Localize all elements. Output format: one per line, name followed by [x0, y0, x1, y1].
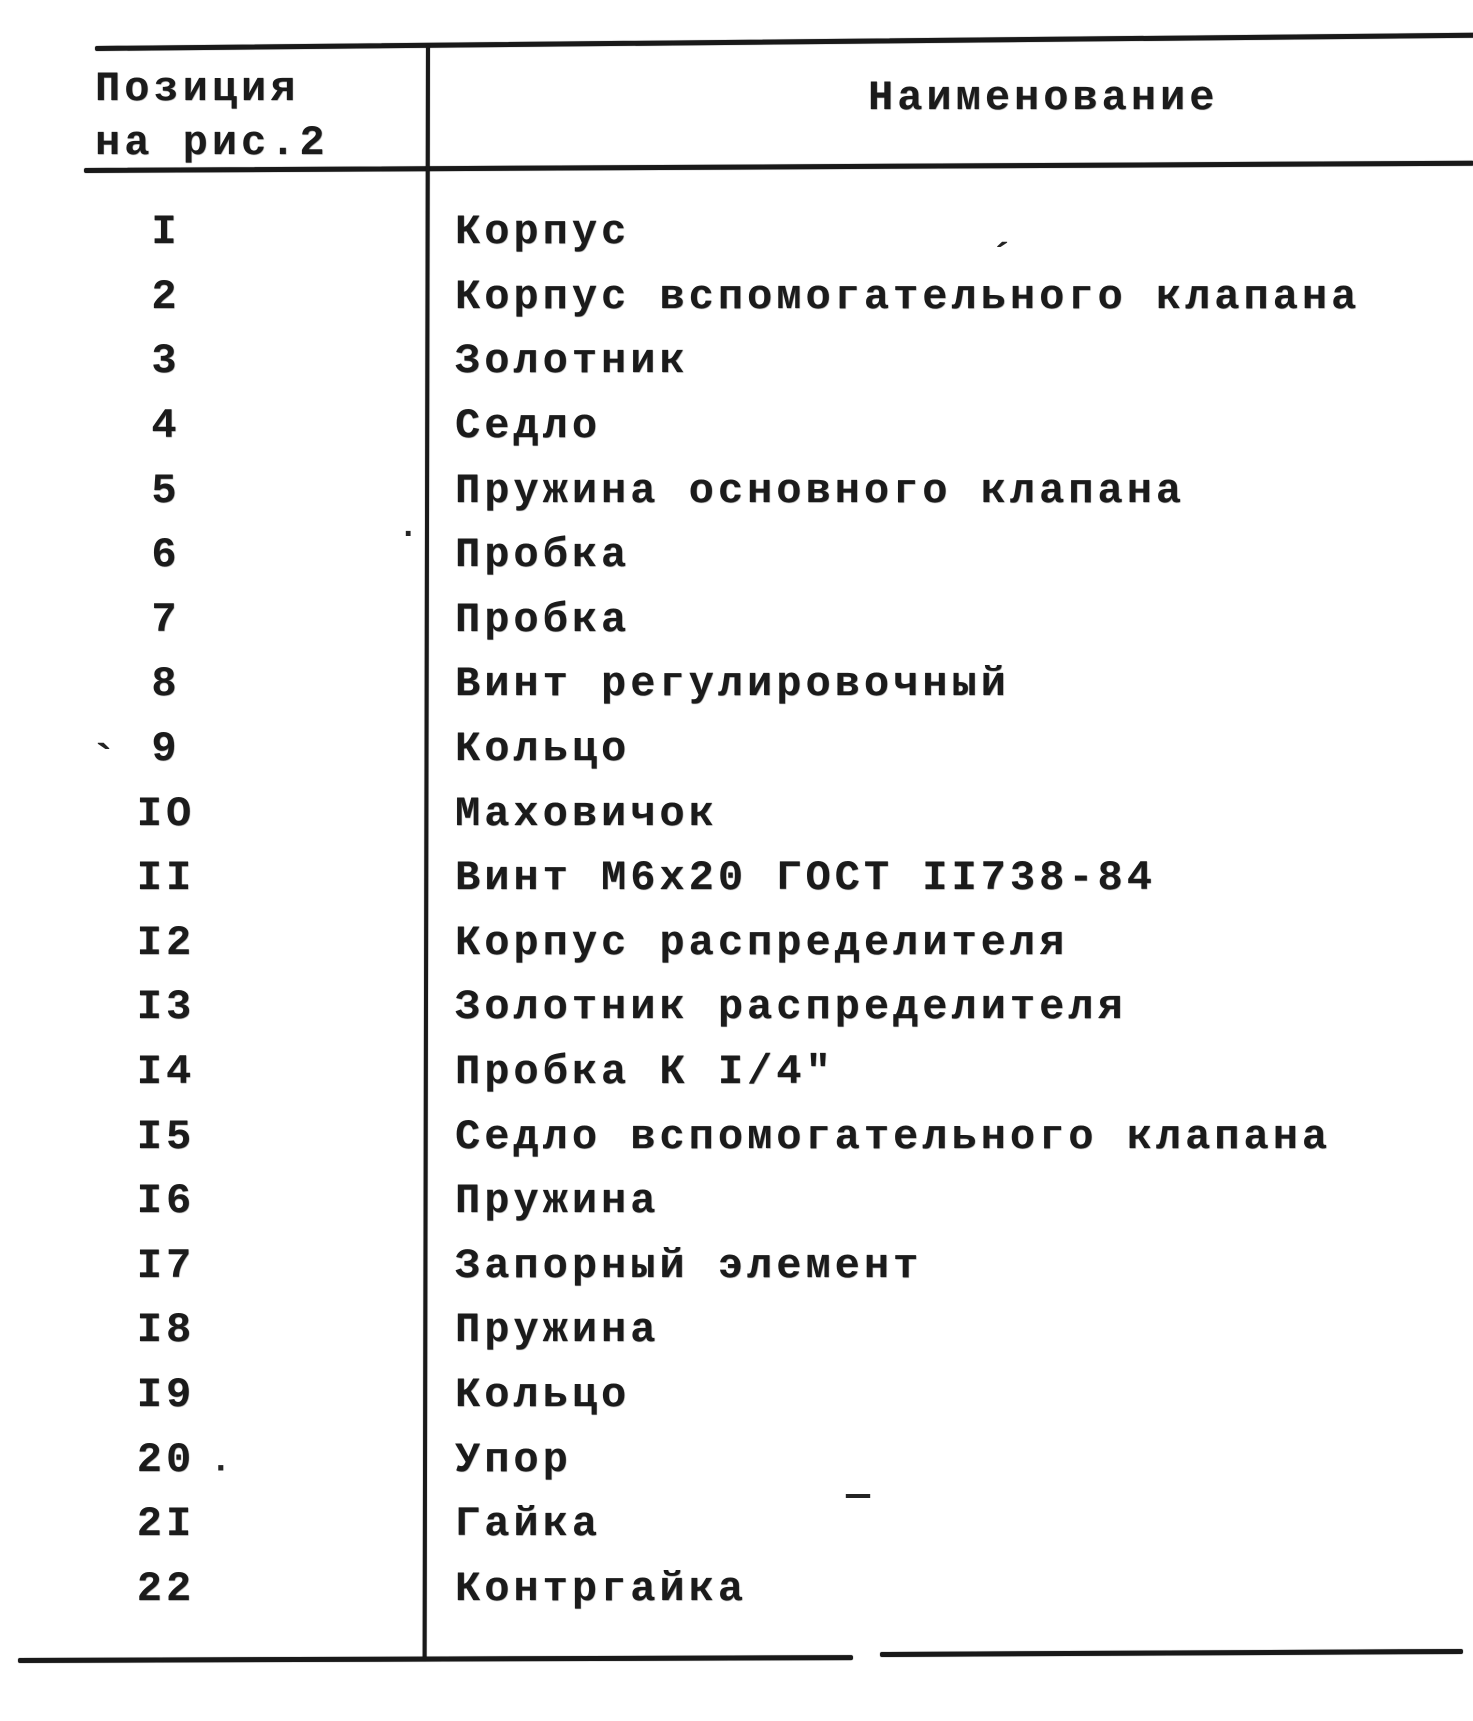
row-part-name: Золотник распределителя [455, 983, 1127, 1032]
table-row [0, 1234, 1473, 1299]
table-row [0, 1040, 1473, 1105]
table-row [0, 717, 1473, 782]
row-part-name: Корпус [455, 208, 631, 257]
table-body [0, 200, 1473, 1621]
row-part-name: Седло вспомогательного клапана [455, 1112, 1332, 1161]
row-position-number: I3 [136, 983, 196, 1032]
table-row [0, 523, 1473, 588]
row-position-number: I2 [136, 918, 196, 967]
row-part-name: Упор [455, 1435, 572, 1484]
row-part-name: Пробка [455, 595, 631, 644]
table-row [0, 1298, 1473, 1363]
row-position-number: 8 [151, 660, 181, 709]
row-part-name: Пружина [455, 1177, 660, 1226]
table-row [0, 1169, 1473, 1234]
row-part-name: Кольцо [455, 725, 631, 774]
table-row [0, 846, 1473, 911]
position-column-header-line1: Позиция [95, 65, 300, 113]
position-column-header [95, 62, 329, 170]
row-part-name: Пробка [455, 531, 631, 580]
row-part-name: Винт регулировочный [455, 660, 1010, 709]
table-row [0, 1104, 1473, 1169]
row-position-number: 6 [151, 531, 181, 580]
table-row [0, 975, 1473, 1040]
row-part-name: Маховичок [455, 789, 718, 838]
table-top-border [95, 33, 1473, 51]
table-row [0, 329, 1473, 394]
scan-stain-mark: · [210, 1448, 232, 1489]
table-row [0, 394, 1473, 459]
table-row [0, 200, 1473, 265]
table-row [0, 911, 1473, 976]
row-position-number: I7 [136, 1241, 196, 1290]
table-row [0, 588, 1473, 653]
table-row [0, 1492, 1473, 1557]
row-part-name: Кольцо [455, 1370, 631, 1419]
table-row [0, 652, 1473, 717]
row-position-number: II [136, 854, 196, 903]
table-row [0, 1556, 1473, 1621]
row-position-number: I4 [136, 1048, 196, 1097]
row-position-number: I9 [136, 1370, 196, 1419]
row-part-name: Золотник [455, 337, 689, 386]
row-position-number: 2 [151, 272, 181, 321]
scan-stain-mark: ´ [990, 238, 1015, 283]
row-position-number: 9 [151, 725, 181, 774]
row-position-number: I5 [136, 1112, 196, 1161]
table-bottom-border [18, 1655, 853, 1663]
scan-stain-mark: · [398, 516, 419, 554]
row-position-number: I6 [136, 1177, 196, 1226]
name-column-header: Наименование [868, 74, 1219, 122]
table-bottom-border [880, 1649, 1463, 1657]
table-row [0, 265, 1473, 330]
row-position-number: 4 [151, 402, 181, 451]
row-part-name: Пробка К I/4" [455, 1048, 835, 1097]
row-position-number: 7 [151, 595, 181, 644]
row-part-name: Корпус вспомогательного клапана [455, 272, 1361, 321]
scan-stain-mark: ` [90, 738, 118, 790]
scan-stain-mark: — [846, 1474, 871, 1519]
row-position-number: 22 [136, 1564, 196, 1613]
row-part-name: Контргайка [455, 1564, 748, 1613]
row-part-name: Запорный элемент [455, 1241, 923, 1290]
row-part-name: Винт М6х20 ГОСТ II738-84 [455, 854, 1156, 903]
row-part-name: Пружина основного клапана [455, 466, 1186, 515]
table-row [0, 1363, 1473, 1428]
table-row [0, 781, 1473, 846]
row-position-number: 20 [136, 1435, 196, 1484]
row-position-number: I [151, 208, 181, 257]
table-row [0, 458, 1473, 523]
row-position-number: I8 [136, 1306, 196, 1355]
row-position-number: IO [136, 789, 196, 838]
row-part-name: Пружина [455, 1306, 660, 1355]
row-part-name: Гайка [455, 1500, 602, 1549]
row-position-number: 2I [136, 1500, 196, 1549]
position-column-header-line2: на рис.2 [95, 119, 329, 167]
row-part-name: Седло [455, 402, 602, 451]
row-position-number: 5 [151, 466, 181, 515]
row-position-number: 3 [151, 337, 181, 386]
row-part-name: Корпус распределителя [455, 918, 1069, 967]
